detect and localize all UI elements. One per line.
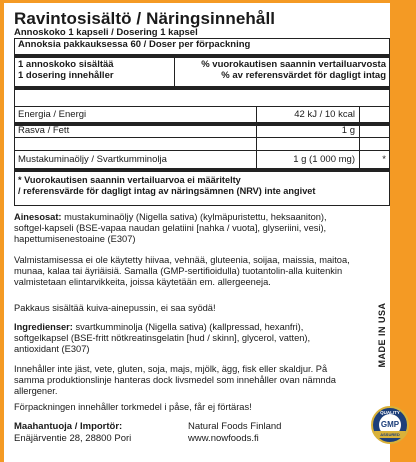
seal-top: QUALITY — [380, 410, 400, 415]
row-oil-amount: 1 g (1 000 mg) — [293, 154, 355, 165]
divider — [14, 150, 390, 151]
allergen-note-sv: Innehåller inte jäst, vete, gluten, soja, majs, mjölk, ägg, fisk eller skaldjur. På samma produktionslinje hanteras dock livsmedel som innehåller ovan nämnda allergener. — [14, 364, 336, 397]
ingredients-fi-text: mustakuminaöljy (Nigella sativa) (kylmäpuristettu, heksaaniton), softgel-kapseli (BSE-vapaa naudan gelatiini [nahka / vuota], glyseriini, vesi), hapettumisenestoaine (E307) — [14, 212, 327, 245]
divider — [14, 54, 390, 58]
ingredients-fi — [14, 212, 352, 246]
seal-center: GMP — [380, 420, 400, 429]
ingredients-sv-text: svartkumminolja (Nigella sativa) (kallpressad, hexanfri), softgelkapsel (BSE-fritt nötkreatinsgelatin [hud / skinn], glycerol, vatten), antioxidant (E307) — [14, 322, 311, 355]
allergen-note-fi: Valmistamisessa ei ole käytetty hiivaa, vehnää, gluteenia, soijaa, maissia, maitoa, munaa, kalaa tai äyriäisiä. Samalla (GMP-sertifioidulla) tuotantolin-alla kuitenkin valmistetaan elintarvikkeita, joissa käytetään em. allergeeneja. — [14, 255, 350, 288]
serving-size: Annoskoko 1 kapseli / Dosering 1 kapsel — [14, 27, 198, 38]
row-fat-name: Rasva / Fett — [18, 125, 70, 136]
gmp-seal-icon — [370, 405, 410, 445]
page-title: Ravintosisältö / Näringsinnehåll — [14, 9, 276, 28]
row-energy-amount: 42 kJ / 10 kcal — [294, 109, 355, 120]
ingredients-fi-label: Ainesosat: — [14, 212, 62, 222]
divider — [14, 86, 390, 90]
importer-address: Enäjärventie 28, 28800 Pori — [14, 433, 132, 444]
importer-company: Natural Foods Finland — [188, 421, 282, 432]
footnote-fi: * Vuorokautisen saannin vertailuarvoa ei määritelty — [18, 175, 241, 185]
desiccant-note-fi: Pakkaus sisältää kuiva-ainepussin, ei saa syödä! — [14, 303, 216, 313]
ingredients-sv — [14, 322, 352, 356]
header-right-sv: % av referensvärdet för dagligt intag — [221, 70, 386, 81]
row-energy-name: Energia / Energi — [18, 109, 87, 120]
row-oil-name: Mustakuminaöljy / Svartkumminolja — [18, 154, 167, 165]
seal-bottom: ASSURED — [380, 432, 400, 437]
header-right-fi: % vuorokautisen saannin vertailuarvosta — [201, 59, 386, 70]
header-left-sv: 1 dosering innehåller — [18, 70, 114, 81]
row-oil-pct: * — [382, 154, 386, 165]
header-left-fi: 1 annoskoko sisältää — [18, 59, 114, 70]
divider — [14, 168, 390, 172]
servings-per-package: Annoksia pakkauksessa 60 / Doser per förpackning — [18, 39, 251, 50]
made-in-usa: MADE IN USA — [377, 302, 387, 368]
divider — [14, 106, 390, 107]
row-fat-amount: 1 g — [341, 125, 355, 136]
footnote-sv: / referensvärde för dagligt intag av näringsämnen (NRV) inte angivet — [18, 186, 316, 196]
ingredients-sv-label: Ingredienser: — [14, 322, 73, 332]
importer-label: Maahantuoja / Importör: — [14, 421, 123, 432]
desiccant-note-sv: Förpackningen innehåller torkmedel i påse, får ej förtäras! — [14, 402, 252, 412]
importer-website: www.nowfoods.fi — [188, 433, 259, 444]
divider — [14, 137, 390, 138]
